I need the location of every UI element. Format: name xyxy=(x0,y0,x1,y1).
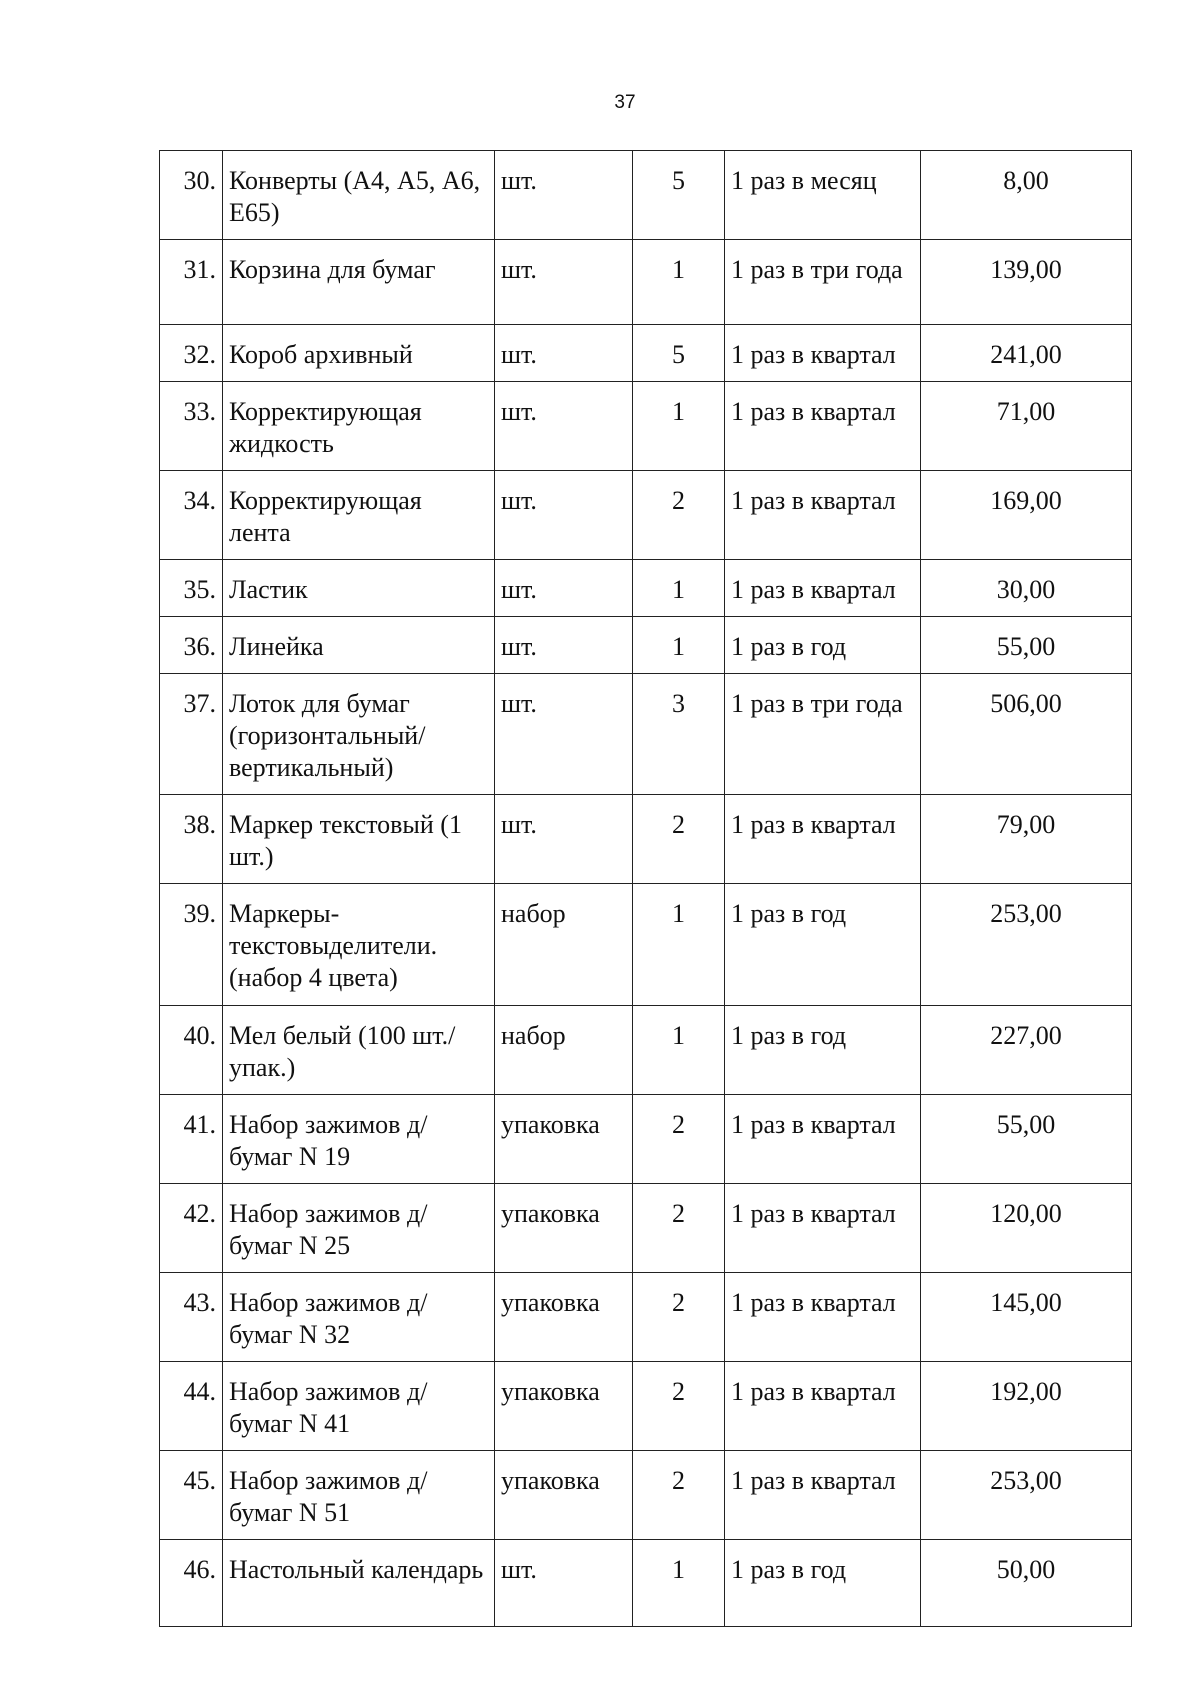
unit-of-measure: шт. xyxy=(495,240,633,325)
unit-of-measure: шт. xyxy=(495,151,633,240)
unit-of-measure: шт. xyxy=(495,617,633,674)
replacement-frequency: 1 раз в три года xyxy=(725,240,921,325)
quantity: 2 xyxy=(633,1095,725,1184)
unit-price: 506,00 xyxy=(921,674,1132,795)
item-name: Корзина для бумаг xyxy=(223,240,495,325)
unit-of-measure: шт. xyxy=(495,382,633,471)
table-row xyxy=(160,240,1132,325)
item-name: Корректирующая жидкость xyxy=(223,382,495,471)
row-number: 34. xyxy=(160,471,223,560)
quantity: 2 xyxy=(633,1362,725,1451)
replacement-frequency: 1 раз в месяц xyxy=(725,151,921,240)
row-number: 41. xyxy=(160,1095,223,1184)
item-name: Набор зажимов д/бумаг N 41 xyxy=(223,1362,495,1451)
row-number: 37. xyxy=(160,674,223,795)
quantity: 5 xyxy=(633,325,725,382)
quantity: 3 xyxy=(633,674,725,795)
quantity: 1 xyxy=(633,617,725,674)
item-name: Короб архивный xyxy=(223,325,495,382)
unit-price: 227,00 xyxy=(921,1006,1132,1095)
unit-of-measure: шт. xyxy=(495,560,633,617)
item-name: Набор зажимов д/бумаг N 32 xyxy=(223,1273,495,1362)
table-row xyxy=(160,795,1132,884)
table-row xyxy=(160,382,1132,471)
row-number: 33. xyxy=(160,382,223,471)
unit-of-measure: набор xyxy=(495,884,633,1006)
table-row xyxy=(160,674,1132,795)
unit-price: 145,00 xyxy=(921,1273,1132,1362)
item-name: Набор зажимов д/бумаг N 25 xyxy=(223,1184,495,1273)
item-name: Настольный календарь xyxy=(223,1540,495,1627)
quantity: 2 xyxy=(633,1273,725,1362)
table-row xyxy=(160,1006,1132,1095)
replacement-frequency: 1 раз в три года xyxy=(725,674,921,795)
unit-of-measure: шт. xyxy=(495,674,633,795)
unit-of-measure: шт. xyxy=(495,325,633,382)
unit-price: 50,00 xyxy=(921,1540,1132,1627)
table-row xyxy=(160,1451,1132,1540)
quantity: 1 xyxy=(633,560,725,617)
table-row xyxy=(160,1095,1132,1184)
item-name: Ластик xyxy=(223,560,495,617)
replacement-frequency: 1 раз в квартал xyxy=(725,1451,921,1540)
table-row xyxy=(160,1273,1132,1362)
row-number: 31. xyxy=(160,240,223,325)
supplies-table xyxy=(159,150,1132,1627)
item-name: Маркер текстовый (1 шт.) xyxy=(223,795,495,884)
supplies-table-body xyxy=(160,151,1132,1627)
item-name: Лоток для бумаг (горизонтальный/вертикальный) xyxy=(223,674,495,795)
unit-of-measure: шт. xyxy=(495,795,633,884)
replacement-frequency: 1 раз в год xyxy=(725,1540,921,1627)
row-number: 39. xyxy=(160,884,223,1006)
unit-price: 55,00 xyxy=(921,617,1132,674)
replacement-frequency: 1 раз в квартал xyxy=(725,1362,921,1451)
table-row xyxy=(160,325,1132,382)
row-number: 46. xyxy=(160,1540,223,1627)
unit-price: 55,00 xyxy=(921,1095,1132,1184)
unit-price: 253,00 xyxy=(921,1451,1132,1540)
unit-of-measure: упаковка xyxy=(495,1095,633,1184)
row-number: 32. xyxy=(160,325,223,382)
item-name: Корректирующая лента xyxy=(223,471,495,560)
item-name: Набор зажимов д/бумаг N 19 xyxy=(223,1095,495,1184)
table-row xyxy=(160,1540,1132,1627)
row-number: 38. xyxy=(160,795,223,884)
item-name: Мел белый (100 шт./упак.) xyxy=(223,1006,495,1095)
quantity: 5 xyxy=(633,151,725,240)
item-name: Маркеры-текстовыделители. (набор 4 цвета) xyxy=(223,884,495,1006)
unit-price: 192,00 xyxy=(921,1362,1132,1451)
table-row xyxy=(160,471,1132,560)
replacement-frequency: 1 раз в год xyxy=(725,1006,921,1095)
unit-price: 253,00 xyxy=(921,884,1132,1006)
quantity: 1 xyxy=(633,240,725,325)
unit-of-measure: набор xyxy=(495,1006,633,1095)
row-number: 44. xyxy=(160,1362,223,1451)
replacement-frequency: 1 раз в квартал xyxy=(725,471,921,560)
replacement-frequency: 1 раз в квартал xyxy=(725,1273,921,1362)
unit-price: 79,00 xyxy=(921,795,1132,884)
quantity: 2 xyxy=(633,795,725,884)
table-row xyxy=(160,1184,1132,1273)
unit-of-measure: упаковка xyxy=(495,1362,633,1451)
table-row xyxy=(160,1362,1132,1451)
unit-of-measure: шт. xyxy=(495,1540,633,1627)
replacement-frequency: 1 раз в квартал xyxy=(725,560,921,617)
unit-price: 120,00 xyxy=(921,1184,1132,1273)
unit-price: 139,00 xyxy=(921,240,1132,325)
replacement-frequency: 1 раз в год xyxy=(725,617,921,674)
replacement-frequency: 1 раз в квартал xyxy=(725,325,921,382)
replacement-frequency: 1 раз в квартал xyxy=(725,382,921,471)
unit-of-measure: упаковка xyxy=(495,1273,633,1362)
row-number: 40. xyxy=(160,1006,223,1095)
unit-price: 8,00 xyxy=(921,151,1132,240)
quantity: 1 xyxy=(633,1006,725,1095)
page-number: 37 xyxy=(614,92,636,113)
unit-of-measure: упаковка xyxy=(495,1184,633,1273)
unit-price: 241,00 xyxy=(921,325,1132,382)
unit-of-measure: шт. xyxy=(495,471,633,560)
quantity: 2 xyxy=(633,1184,725,1273)
item-name: Линейка xyxy=(223,617,495,674)
item-name: Конверты (А4, А5, А6, Е65) xyxy=(223,151,495,240)
unit-price: 169,00 xyxy=(921,471,1132,560)
replacement-frequency: 1 раз в квартал xyxy=(725,795,921,884)
table-row xyxy=(160,617,1132,674)
quantity: 1 xyxy=(633,1540,725,1627)
quantity: 1 xyxy=(633,884,725,1006)
table-row xyxy=(160,884,1132,1006)
quantity: 2 xyxy=(633,1451,725,1540)
row-number: 42. xyxy=(160,1184,223,1273)
replacement-frequency: 1 раз в квартал xyxy=(725,1095,921,1184)
item-name: Набор зажимов д/бумаг N 51 xyxy=(223,1451,495,1540)
replacement-frequency: 1 раз в год xyxy=(725,884,921,1006)
unit-of-measure: упаковка xyxy=(495,1451,633,1540)
row-number: 43. xyxy=(160,1273,223,1362)
row-number: 30. xyxy=(160,151,223,240)
unit-price: 30,00 xyxy=(921,560,1132,617)
table-row xyxy=(160,560,1132,617)
quantity: 1 xyxy=(633,382,725,471)
unit-price: 71,00 xyxy=(921,382,1132,471)
row-number: 35. xyxy=(160,560,223,617)
row-number: 36. xyxy=(160,617,223,674)
replacement-frequency: 1 раз в квартал xyxy=(725,1184,921,1273)
quantity: 2 xyxy=(633,471,725,560)
table-row xyxy=(160,151,1132,240)
row-number: 45. xyxy=(160,1451,223,1540)
